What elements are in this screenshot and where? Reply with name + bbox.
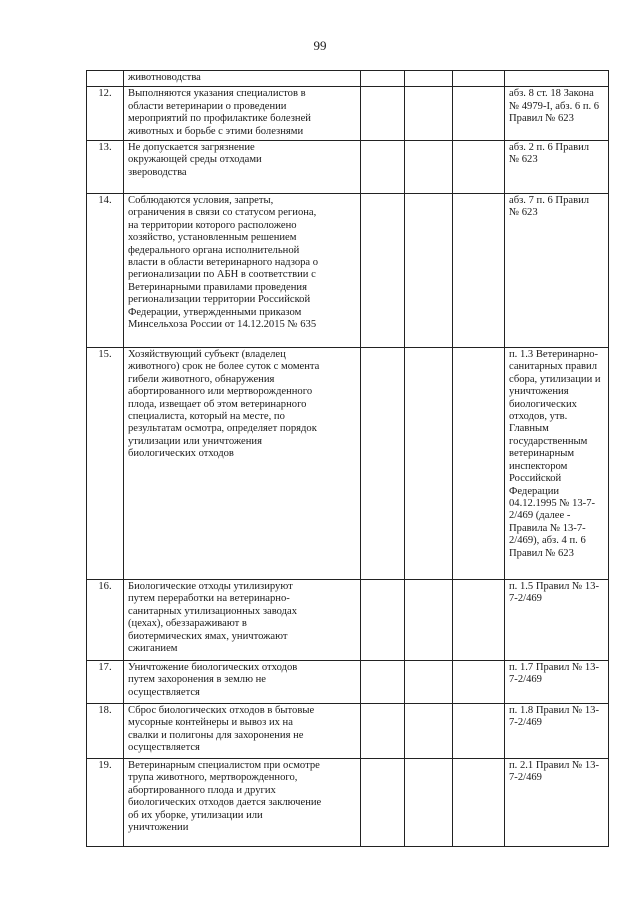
answer-no-cell	[405, 348, 453, 580]
legal-reference: абз. 8 ст. 18 Закона № 4979-I, абз. 6 п. 6 Правил № 623	[505, 87, 609, 141]
table-row	[87, 348, 609, 580]
requirement-text: Хозяйствующий субъект (владелец животного) срок не более суток с момента гибели животного, обнаружения абортированного или мертворожденного плода, извещает об этом ветеринарного специалиста, который на месте, по результатам осмотра, определяет порядок утилизации или уничтожения биологических отходов	[124, 348, 361, 580]
answer-yes-cell	[361, 759, 405, 847]
answer-na-cell	[453, 348, 505, 580]
answer-no-cell	[405, 704, 453, 759]
legal-reference: п. 1.3 Ветеринарно- санитарных правил сбора, утилизации и уничтожения биологических отходов, утв. Главным государственным ветеринарным инспектором Российской Федерации 04.12.1995 № 13-7- 2/469 (далее - Правила № 13-7- 2/469), абз. 4 п. 6 Правил № 623	[505, 348, 609, 580]
requirement-text: Уничтожение биологических отходов путем захоронения в землю не осуществляется	[124, 661, 361, 704]
legal-reference: п. 1.5 Правил № 13- 7-2/469	[505, 580, 609, 661]
answer-yes-cell	[361, 194, 405, 348]
requirement-text: Соблюдаются условия, запреты, ограничения в связи со статусом региона, на территории которого расположено хозяйство, установленным решением федерального органа исполнительной власти в области ветеринарного надзора о регионализации по АБН в соответствии с Ветеринарными правилами проведения регионализации территории Российской Федерации, утвержденными приказом Минсельхоза России от 14.12.2015 № 635	[124, 194, 361, 348]
answer-na-cell	[453, 580, 505, 661]
requirement-text: Сброс биологических отходов в бытовые мусорные контейнеры и вывоз их на свалки и полигоны для захоронения не осуществляется	[124, 704, 361, 759]
requirements-table	[86, 70, 609, 847]
answer-na-cell	[453, 661, 505, 704]
answer-na-cell	[453, 71, 505, 87]
answer-yes-cell	[361, 661, 405, 704]
table-row	[87, 87, 609, 141]
requirement-text: Выполняются указания специалистов в области ветеринарии о проведении мероприятий по профилактике болезней животных и борьбе с этими болезнями	[124, 87, 361, 141]
requirement-text: Биологические отходы утилизируют путем переработки на ветеринарно- санитарных утилизационных заводах (цехах), обеззараживают в биотермических ямах, уничтожают сжиганием	[124, 580, 361, 661]
table-row	[87, 704, 609, 759]
answer-no-cell	[405, 87, 453, 141]
answer-yes-cell	[361, 71, 405, 87]
answer-na-cell	[453, 194, 505, 348]
row-number: 14.	[87, 194, 124, 348]
answer-no-cell	[405, 759, 453, 847]
answer-yes-cell	[361, 348, 405, 580]
row-number: 16.	[87, 580, 124, 661]
row-number: 18.	[87, 704, 124, 759]
answer-yes-cell	[361, 87, 405, 141]
answer-yes-cell	[361, 141, 405, 194]
requirement-text: Не допускается загрязнение окружающей среды отходами звероводства	[124, 141, 361, 194]
row-number: 15.	[87, 348, 124, 580]
answer-na-cell	[453, 704, 505, 759]
answer-yes-cell	[361, 704, 405, 759]
row-number: 12.	[87, 87, 124, 141]
table-row	[87, 580, 609, 661]
answer-na-cell	[453, 87, 505, 141]
row-number: 19.	[87, 759, 124, 847]
legal-reference: п. 1.7 Правил № 13- 7-2/469	[505, 661, 609, 704]
legal-reference	[505, 71, 609, 87]
table-row	[87, 661, 609, 704]
legal-reference: п. 1.8 Правил № 13- 7-2/469	[505, 704, 609, 759]
table-row	[87, 71, 609, 87]
page-number: 99	[313, 38, 327, 53]
answer-na-cell	[453, 141, 505, 194]
answer-no-cell	[405, 661, 453, 704]
answer-no-cell	[405, 71, 453, 87]
answer-no-cell	[405, 580, 453, 661]
legal-reference: п. 2.1 Правил № 13- 7-2/469	[505, 759, 609, 847]
legal-reference: абз. 2 п. 6 Правил № 623	[505, 141, 609, 194]
legal-reference: абз. 7 п. 6 Правил № 623	[505, 194, 609, 348]
answer-no-cell	[405, 141, 453, 194]
answer-yes-cell	[361, 580, 405, 661]
table-row	[87, 759, 609, 847]
table-row	[87, 141, 609, 194]
row-number	[87, 71, 124, 87]
row-number: 17.	[87, 661, 124, 704]
table-row	[87, 194, 609, 348]
row-number: 13.	[87, 141, 124, 194]
requirement-text: Ветеринарным специалистом при осмотре трупа животного, мертворожденного, абортированного плода и других биологических отходов дается заключение об их уборке, утилизации или уничтожении	[124, 759, 361, 847]
requirement-text: животноводства	[124, 71, 361, 87]
answer-na-cell	[453, 759, 505, 847]
answer-no-cell	[405, 194, 453, 348]
